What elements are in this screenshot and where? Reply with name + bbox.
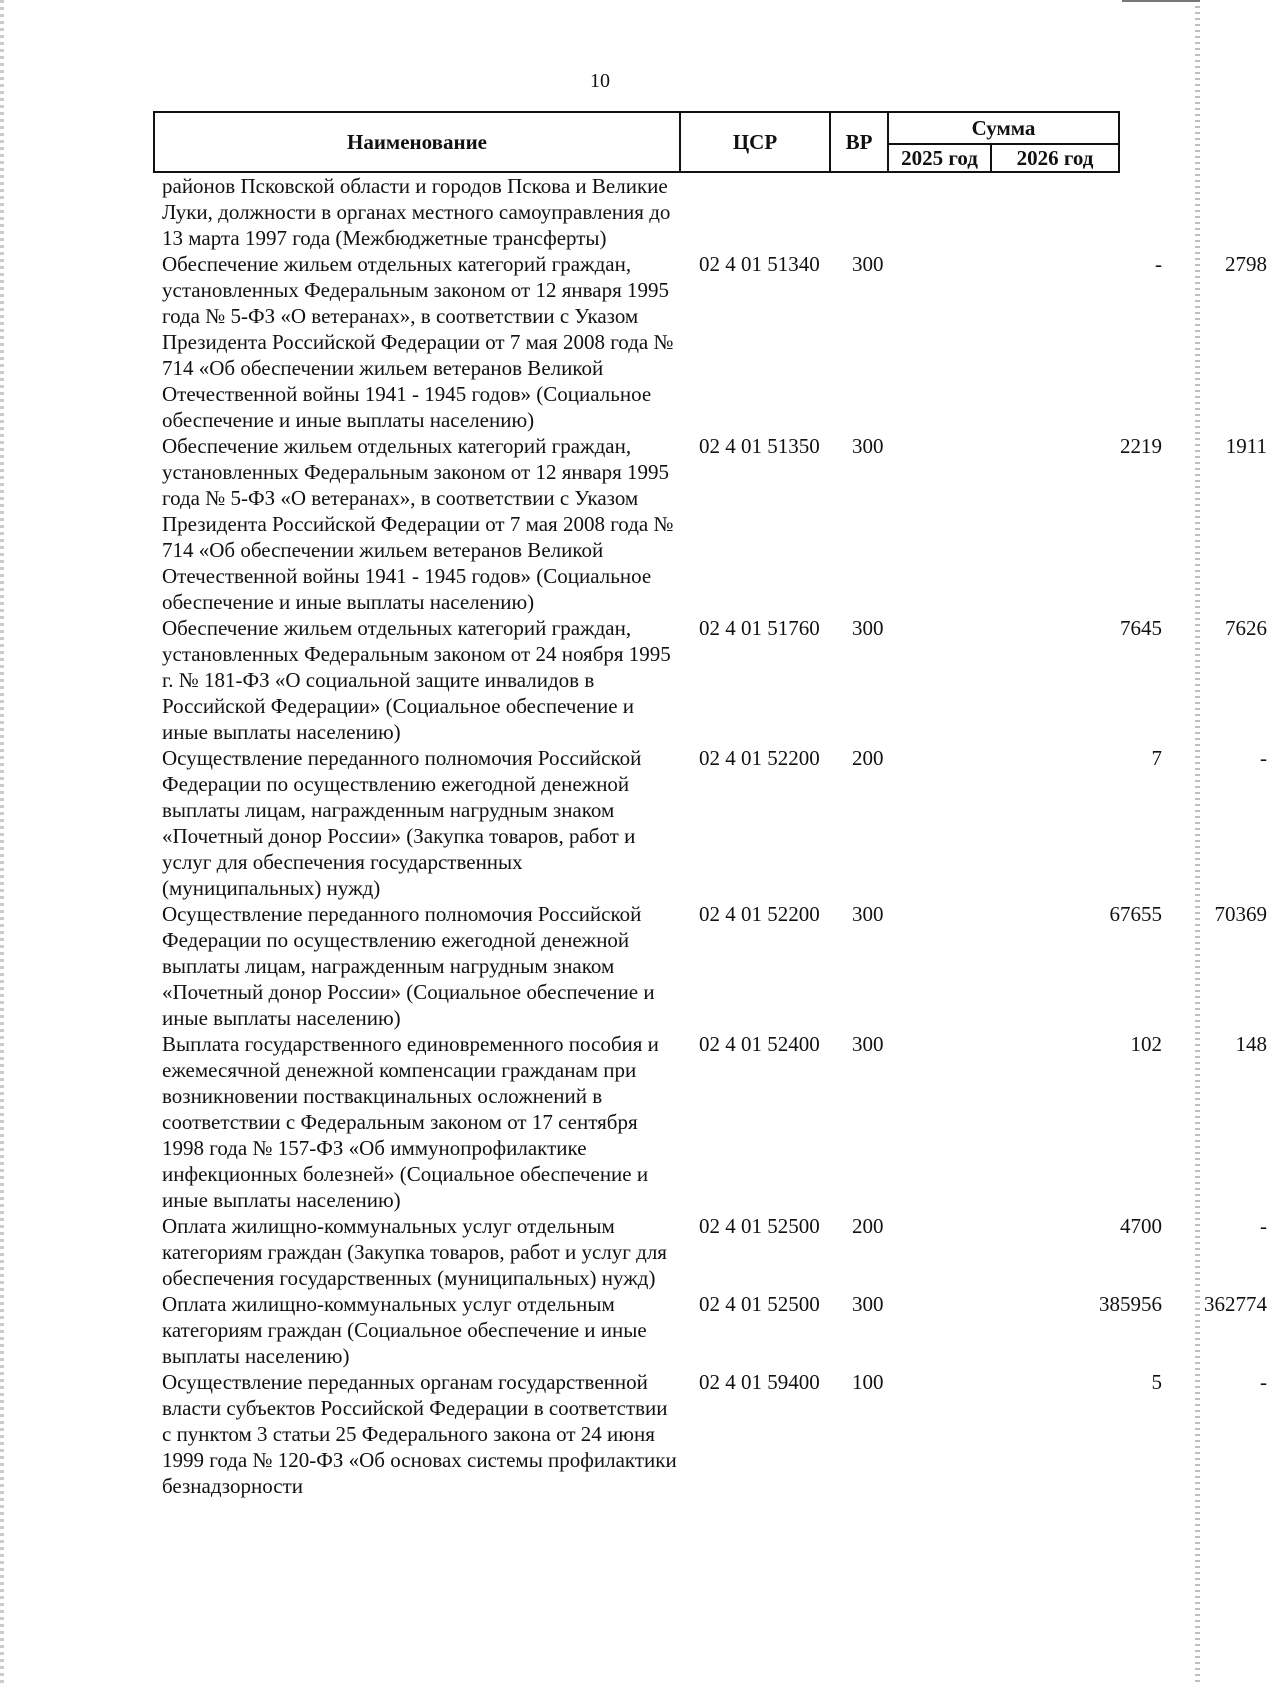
row-sum-2025: 5 <box>1151 1370 1162 1394</box>
header-year-2026: 2026 год <box>1016 145 1094 170</box>
row-name: Выплата государственного единовременного пособия и ежемесячной денежной компенсации гражданам при возникновении поствакцинальных осложнений в соответствии с Федеральным законом от 17 сентября 1998 года № 157-ФЗ «Об иммунопрофилактике инфекционных болезней» (Социальное обеспечение и иные выплаты населению) <box>162 1032 659 1212</box>
table-row <box>162 615 1267 745</box>
table-row <box>162 173 1112 251</box>
row-vr: 200 <box>852 1214 884 1238</box>
header-year-2025: 2025 год <box>901 145 978 170</box>
table-row <box>162 1291 1267 1369</box>
table-row <box>162 901 1267 1031</box>
row-vr: 300 <box>852 616 884 640</box>
row-sum-2026: 70369 <box>1214 902 1267 926</box>
header-vr: ВР <box>845 129 873 154</box>
row-sum-2026: 7626 <box>1225 616 1267 640</box>
row-sum-2026: 1911 <box>1225 434 1267 458</box>
header-sum: Сумма <box>971 115 1036 140</box>
row-sum-2026: - <box>1260 746 1267 770</box>
row-name: Осуществление переданного полномочия Российской Федерации по осуществлению ежегодной денежной выплаты лицам, награжденным нагрудным знаком «Почетный донор России» (Закупка товаров, работ и услуг для обеспечения государственных (муниципальных) нужд) <box>162 746 642 900</box>
row-sum-2025: 102 <box>1130 1032 1162 1056</box>
row-vr: 300 <box>852 1292 884 1316</box>
row-name: Осуществление переданных органам государственной власти субъектов Российской Федерации в соответствии с пунктом 3 статьи 25 Федерального закона от 24 июня 1999 года № 120-ФЗ «Об основах системы профилактики безнадзорности <box>162 1370 677 1498</box>
row-csr: 02 4 01 52500 <box>699 1214 820 1238</box>
row-vr: 100 <box>852 1370 884 1394</box>
scan-edge-left <box>0 0 4 1686</box>
row-sum-2025: 7 <box>1151 746 1162 770</box>
row-name: Оплата жилищно-коммунальных услуг отдельным категориям граждан (Социальное обеспечение и иные выплаты населению) <box>162 1292 647 1368</box>
table-row <box>162 251 1267 433</box>
row-csr: 02 4 01 52200 <box>699 746 820 770</box>
row-csr: 02 4 01 52200 <box>699 902 820 926</box>
row-vr: 300 <box>852 434 884 458</box>
row-sum-2025: 385956 <box>1099 1292 1162 1316</box>
row-vr: 300 <box>852 1032 884 1056</box>
table-header <box>153 111 1120 173</box>
row-name: Обеспечение жильем отдельных категорий граждан, установленных Федеральным законом от 12 января 1995 года № 5-ФЗ «О ветеранах», в соответствии с Указом Президента Российской Федерации от 7 мая 2008 года № 714 «Об обеспечении жильем ветеранов Великой Отечественной войны 1941 - 1945 годов» (Социальное обеспечение и иные выплаты населению) <box>162 434 674 614</box>
header-name: Наименование <box>347 129 487 154</box>
table-row <box>162 1031 1267 1213</box>
row-csr: 02 4 01 51350 <box>699 434 820 458</box>
row-csr: 02 4 01 51760 <box>699 616 820 640</box>
row-name: Обеспечение жильем отдельных категорий граждан, установленных Федеральным законом от 24 ноября 1995 г. № 181-ФЗ «О социальной защите инвалидов в Российской Федерации» (Социальное обеспечение и иные выплаты населению) <box>162 616 671 744</box>
page-number: 10 <box>590 70 610 92</box>
header-csr: ЦСР <box>732 129 778 154</box>
row-sum-2026: - <box>1260 1214 1267 1238</box>
row-sum-2025: 7645 <box>1120 616 1162 640</box>
row-name: Осуществление переданного полномочия Российской Федерации по осуществлению ежегодной денежной выплаты лицам, награжденным нагрудным знаком «Почетный донор России» (Социальное обеспечение и иные выплаты населению) <box>162 902 655 1030</box>
row-name: Обеспечение жильем отдельных категорий граждан, установленных Федеральным законом от 12 января 1995 года № 5-ФЗ «О ветеранах», в соответствии с Указом Президента Российской Федерации от 7 мая 2008 года № 714 «Об обеспечении жильем ветеранов Великой Отечественной войны 1941 - 1945 годов» (Социальное обеспечение и иные выплаты населению) <box>162 252 674 432</box>
row-sum-2026: 362774 <box>1204 1292 1267 1316</box>
row-csr: 02 4 01 52400 <box>699 1032 820 1056</box>
row-vr: 300 <box>852 902 884 926</box>
table-body <box>162 173 1267 1499</box>
row-name: Оплата жилищно-коммунальных услуг отдельным категориям граждан (Закупка товаров, работ и услуг для обеспечения государственных (муниципальных) нужд) <box>162 1214 667 1290</box>
row-sum-2025: 4700 <box>1120 1214 1162 1238</box>
row-csr: 02 4 01 59400 <box>699 1370 820 1394</box>
table-row <box>162 1213 1267 1291</box>
row-sum-2025: - <box>1155 252 1162 276</box>
row-sum-2025: 2219 <box>1120 434 1162 458</box>
row-csr: 02 4 01 52500 <box>699 1292 820 1316</box>
row-vr: 300 <box>852 252 884 276</box>
table-row <box>162 433 1267 615</box>
row-sum-2026: - <box>1260 1370 1267 1394</box>
scan-corner-mark <box>1122 0 1200 2</box>
row-vr: 200 <box>852 746 884 770</box>
row-sum-2026: 148 <box>1235 1032 1267 1056</box>
table-row <box>162 1369 1267 1499</box>
row-sum-2026: 2798 <box>1225 252 1267 276</box>
row-name: районов Псковской области и городов Пскова и Великие Луки, должности в органах местного самоуправления до 13 марта 1997 года (Межбюджетные трансферты) <box>162 174 671 250</box>
table-row <box>162 745 1267 901</box>
row-csr: 02 4 01 51340 <box>699 252 820 276</box>
row-sum-2025: 67655 <box>1109 902 1162 926</box>
